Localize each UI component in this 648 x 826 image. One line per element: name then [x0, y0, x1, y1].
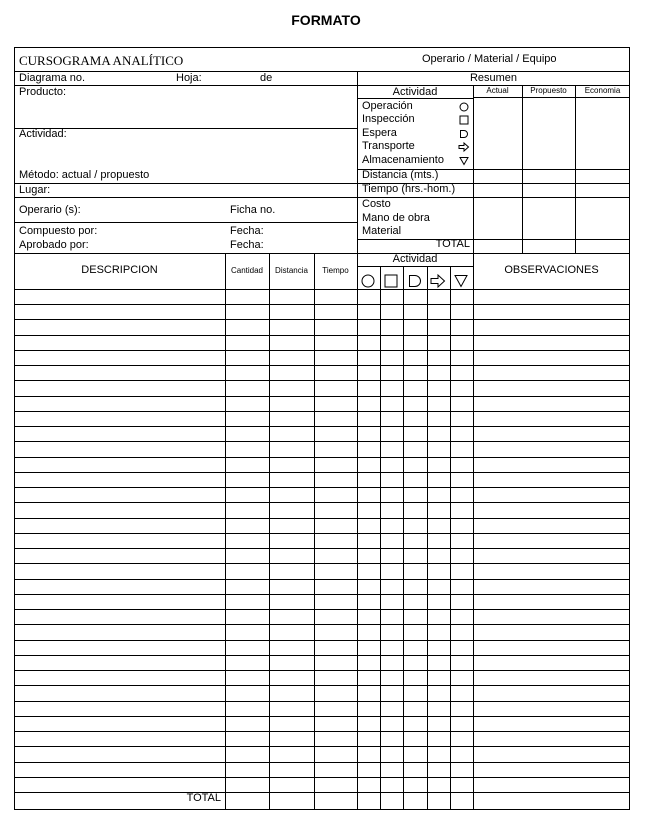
table-row: [14, 380, 630, 381]
diagram-no-label: Diagrama no.: [19, 72, 86, 84]
divider: [450, 266, 451, 810]
col-distance: Distancia: [275, 266, 308, 275]
table-row: [14, 624, 630, 625]
of-label: de: [260, 72, 273, 84]
file-no-label: Ficha no.: [230, 204, 276, 216]
divider: [314, 253, 315, 810]
table-row: [14, 563, 630, 564]
form-title: CURSOGRAMA ANALÍTICO: [19, 53, 184, 68]
summary-material: Material: [362, 225, 402, 237]
triangle-down-icon: [459, 156, 469, 166]
col-actual: Actual: [486, 86, 509, 95]
composed-by-label: Compuesto por:: [19, 225, 98, 237]
table-row: [14, 487, 630, 488]
form-subject: Operario / Material / Equipo: [422, 53, 557, 65]
summary-activity-operation: Operación: [362, 100, 413, 112]
table-row: [14, 304, 630, 305]
summary-total: TOTAL: [435, 238, 470, 250]
table-row: [14, 731, 630, 732]
table-row: [14, 655, 630, 656]
date-label-1: Fecha:: [230, 225, 264, 237]
table-row: [14, 319, 630, 320]
circle-icon: [459, 102, 469, 112]
summary-activity-header: Actividad: [392, 86, 438, 98]
d-shape-icon: [459, 129, 469, 139]
table-row: [14, 335, 630, 336]
summary-activity-wait: Espera: [362, 127, 397, 139]
divider: [473, 97, 630, 98]
summary-activity-inspection: Inspección: [362, 113, 415, 125]
col-description: DESCRIPCION: [81, 264, 158, 276]
sheet-label: Hoja:: [176, 72, 202, 84]
divider: [14, 253, 630, 254]
arrow-right-icon: [430, 274, 446, 288]
table-row: [14, 396, 630, 397]
divider: [380, 266, 381, 810]
table-row: [14, 640, 630, 641]
divider: [14, 289, 630, 290]
table-row: [14, 762, 630, 763]
divider: [357, 266, 473, 267]
table-row: [14, 518, 630, 519]
activity-label: Actividad:: [19, 128, 67, 140]
product-label: Producto:: [19, 86, 67, 98]
divider: [357, 197, 630, 198]
divider: [14, 222, 357, 223]
table-row: [14, 472, 630, 473]
divider: [427, 266, 428, 810]
table-row: [14, 609, 630, 610]
summary-time: Tiempo (hrs.-hom.): [362, 183, 456, 195]
table-row: [14, 701, 630, 702]
method-label: Método: actual / propuesto: [19, 169, 150, 181]
table-row: [14, 426, 630, 427]
summary-title: Resumen: [469, 72, 518, 84]
summary-labor: Mano de obra: [362, 212, 430, 224]
col-quantity: Cantidad: [230, 266, 264, 275]
table-row: [14, 365, 630, 366]
table-row: [14, 594, 630, 595]
divider: [403, 266, 404, 810]
operator-label: Operario (s):: [19, 204, 81, 216]
summary-activity-storage: Almacenamiento: [362, 154, 444, 166]
divider: [269, 253, 270, 810]
divider: [14, 197, 357, 198]
table-row: [14, 777, 630, 778]
square-icon: [459, 115, 469, 125]
divider: [225, 253, 226, 810]
table-row: [14, 716, 630, 717]
summary-activity-transport: Transporte: [362, 140, 415, 152]
table-row: [14, 502, 630, 503]
col-time: Tiempo: [322, 266, 349, 275]
arrow-right-icon: [458, 142, 470, 152]
circle-icon: [361, 274, 375, 288]
table-row: [14, 579, 630, 580]
table-row: [14, 411, 630, 412]
divider: [357, 98, 473, 99]
divider: [14, 183, 357, 184]
form-frame: [14, 47, 630, 810]
table-row: [14, 746, 630, 747]
square-icon: [384, 274, 398, 288]
summary-cost: Costo: [362, 198, 391, 210]
table-row: [14, 350, 630, 351]
date-label-2: Fecha:: [230, 239, 264, 251]
col-economy: Economia: [584, 86, 621, 95]
table-row: [14, 457, 630, 458]
table-row: [14, 685, 630, 686]
table-row: [14, 441, 630, 442]
divider: [473, 253, 474, 810]
table-row: [14, 533, 630, 534]
col-observations: OBSERVACIONES: [504, 264, 599, 276]
approved-by-label: Aprobado por:: [19, 239, 89, 251]
col-proposed: Propuesto: [530, 86, 567, 95]
table-total: TOTAL: [186, 792, 221, 804]
col-activity: Actividad: [392, 253, 438, 265]
place-label: Lugar:: [19, 184, 51, 196]
d-shape-icon: [408, 274, 422, 288]
table-row: [14, 548, 630, 549]
triangle-down-icon: [454, 274, 468, 288]
page-title: FORMATO: [291, 12, 361, 28]
summary-distance: Distancia (mts.): [362, 169, 439, 181]
table-row: [14, 670, 630, 671]
